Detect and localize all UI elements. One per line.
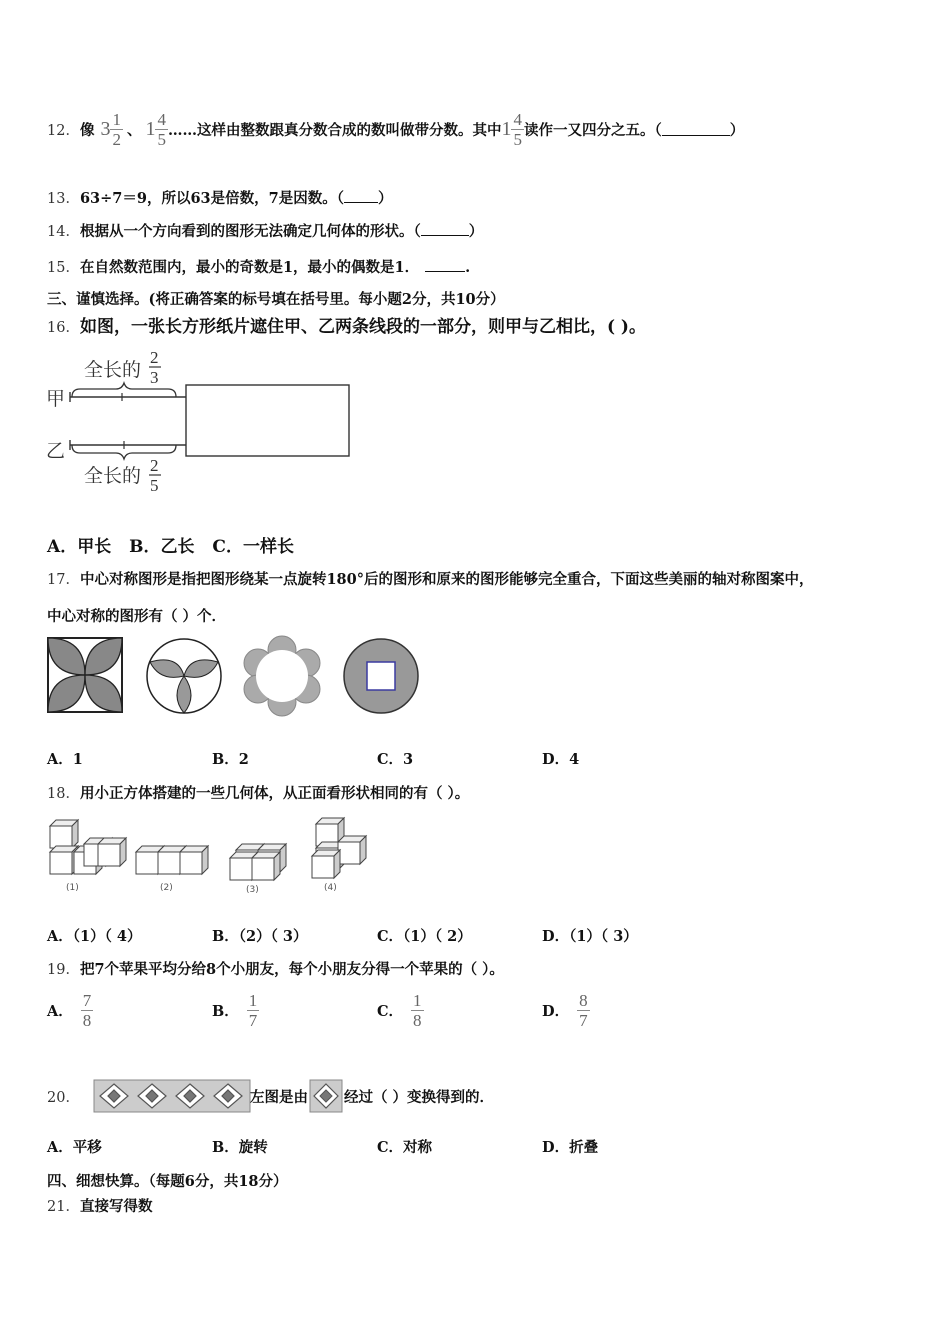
question-text: 左图是由 <box>249 1088 308 1106</box>
option-d[interactable]: D．（1）（ 3） <box>542 928 638 945</box>
period: . <box>465 259 471 276</box>
option-b[interactable] <box>212 992 259 1029</box>
question-text: 中心对称图形是指把图形绕某一点旋转180°后的图形和原来的图形能够完全重合，下面这些美丽的轴对称图案中， <box>79 571 814 588</box>
cube-figure-3 <box>230 844 286 895</box>
bracket-close: ） <box>729 121 745 139</box>
option-b[interactable]: B．旋转 <box>212 1139 268 1156</box>
fraction: $\frac{4}{5}$ <box>157 109 166 149</box>
figure-coin <box>344 639 418 713</box>
figure-square-petals <box>48 638 122 712</box>
figure-label: (1) <box>66 883 79 893</box>
fraction: $\frac{4}{5}$ <box>513 109 522 149</box>
option-c[interactable]: C．一样长 <box>212 537 294 557</box>
top-caption: 全长的 <box>84 359 142 381</box>
question-12 <box>47 104 744 154</box>
pattern-strip-image <box>94 1078 250 1114</box>
option-c[interactable]: C．3 <box>377 751 414 768</box>
option-d[interactable]: D．4 <box>542 751 580 768</box>
figure-label: (3) <box>246 885 259 895</box>
option-a[interactable]: A．平移 <box>47 1139 102 1156</box>
figure-circle-three-petals <box>147 639 221 713</box>
option-d[interactable] <box>542 992 590 1029</box>
whole-part: 1 <box>145 117 156 140</box>
question-16 <box>47 312 646 337</box>
cube-figure-2 <box>136 846 208 893</box>
bottom-fraction-num: 2 <box>150 456 159 475</box>
option-a[interactable] <box>47 992 93 1029</box>
section-heading-4: 四、细想快算。（每题6分，共18分） <box>47 1173 288 1190</box>
question-number: 18． <box>47 786 80 802</box>
option-label: A． <box>47 1003 73 1020</box>
question-text: 把7个苹果平均分给8个小朋友，每个小朋友分得一个苹果的（ ）。 <box>79 961 504 978</box>
question-text: ……这样由整数跟真分数合成的数叫做带分数。其中 <box>167 121 502 139</box>
whole-part: 3 <box>100 117 111 140</box>
question-number: 14． <box>47 224 80 240</box>
figure-label: (4) <box>324 883 337 893</box>
option-label: D． <box>542 1003 570 1020</box>
question-number: 15． <box>47 260 80 276</box>
section-heading-3: 三、谨慎选择。(将正确答案的标号填在括号里。每小题2分，共10分） <box>47 291 505 308</box>
option-c[interactable]: C．（1）（ 2） <box>377 928 472 945</box>
mixed-number-3 <box>501 111 524 148</box>
bottom-fraction-den: 5 <box>150 476 159 495</box>
top-fraction-den: 3 <box>150 368 159 387</box>
pattern-unit-image <box>310 1078 342 1114</box>
fraction: $\frac{1}{8}$ <box>413 991 422 1030</box>
top-fraction-num: 2 <box>150 348 159 367</box>
whole-part: 1 <box>501 117 512 140</box>
question-15 <box>47 256 470 277</box>
answer-blank[interactable] <box>425 259 465 272</box>
q17-figures <box>46 636 426 718</box>
bracket-close: ） <box>377 190 393 207</box>
question-20 <box>47 1076 494 1116</box>
label-yi: 乙 <box>46 440 66 462</box>
option-label: C． <box>377 1003 404 1020</box>
question-number: 20． <box>47 1089 80 1106</box>
question-text: 经过（ ）变换得到的． <box>343 1088 495 1106</box>
cube-figure-1 <box>50 820 126 893</box>
option-b[interactable]: B．（2）（ 3） <box>212 928 308 945</box>
question-19 <box>47 958 504 979</box>
figure-label: (2) <box>160 883 173 893</box>
answer-blank[interactable] <box>421 223 469 236</box>
question-17-line1 <box>47 568 813 589</box>
option-a[interactable]: A．（1）（ 4） <box>47 928 142 945</box>
q16-options <box>47 532 294 557</box>
cube-figure-4 <box>312 818 366 893</box>
fraction: $\frac{1}{2}$ <box>112 109 121 149</box>
question-17-line2: 中心对称的图形有（ ）个． <box>47 608 227 625</box>
question-text: 如图，一张长方形纸片遮住甲、乙两条线段的一部分，则甲与乙相比，( )。 <box>79 317 646 337</box>
question-text: 63÷7＝9，所以63是倍数，7是因数。（ <box>79 190 344 207</box>
fraction: $\frac{7}{8}$ <box>82 991 92 1030</box>
question-13 <box>47 187 392 208</box>
question-text: 直接写得数 <box>79 1198 153 1215</box>
question-number: 19． <box>47 962 80 978</box>
option-a[interactable]: A．1 <box>47 751 83 768</box>
answer-blank[interactable] <box>344 190 378 203</box>
paper-rectangle <box>186 385 349 456</box>
question-text: 用小正方体搭建的一些几何体，从正面看形状相同的有（ ）。 <box>79 785 470 802</box>
question-18 <box>47 782 469 803</box>
mixed-number-2 <box>145 111 168 148</box>
option-c[interactable]: C．对称 <box>377 1139 433 1156</box>
option-b[interactable]: B．乙长 <box>129 537 195 557</box>
question-text: 读作一又四分之五。（ <box>523 121 662 139</box>
answer-blank[interactable] <box>662 123 730 136</box>
option-c[interactable] <box>377 992 424 1029</box>
bottom-caption: 全长的 <box>84 465 142 487</box>
q18-cube-figures <box>46 814 386 896</box>
mixed-number-1 <box>100 111 123 148</box>
option-label: B． <box>212 1003 239 1020</box>
fraction: $\frac{8}{7}$ <box>579 991 588 1030</box>
q16-diagram <box>44 345 364 495</box>
question-number: 13． <box>47 191 80 207</box>
question-number: 17． <box>47 572 80 588</box>
separator: 、 <box>126 121 142 139</box>
option-d[interactable]: D．折叠 <box>542 1139 599 1156</box>
top-brace <box>72 383 176 397</box>
question-number: 16． <box>47 320 80 336</box>
question-number: 21． <box>47 1199 80 1215</box>
bracket-close: ） <box>468 223 484 240</box>
figure-flower <box>244 636 320 716</box>
question-text: 像 <box>79 121 95 139</box>
option-b[interactable]: B．2 <box>212 751 249 768</box>
fraction: $\frac{1}{7}$ <box>248 991 258 1030</box>
question-14 <box>47 220 483 241</box>
question-text: 在自然数范围内，最小的奇数是1，最小的偶数是1． <box>79 259 420 276</box>
option-a[interactable]: A．甲长 <box>47 537 112 557</box>
question-text: 根据从一个方向看到的图形无法确定几何体的形状。（ <box>79 223 421 240</box>
label-jia: 甲 <box>46 388 66 410</box>
question-number: 12． <box>47 122 80 139</box>
question-21 <box>47 1195 152 1216</box>
